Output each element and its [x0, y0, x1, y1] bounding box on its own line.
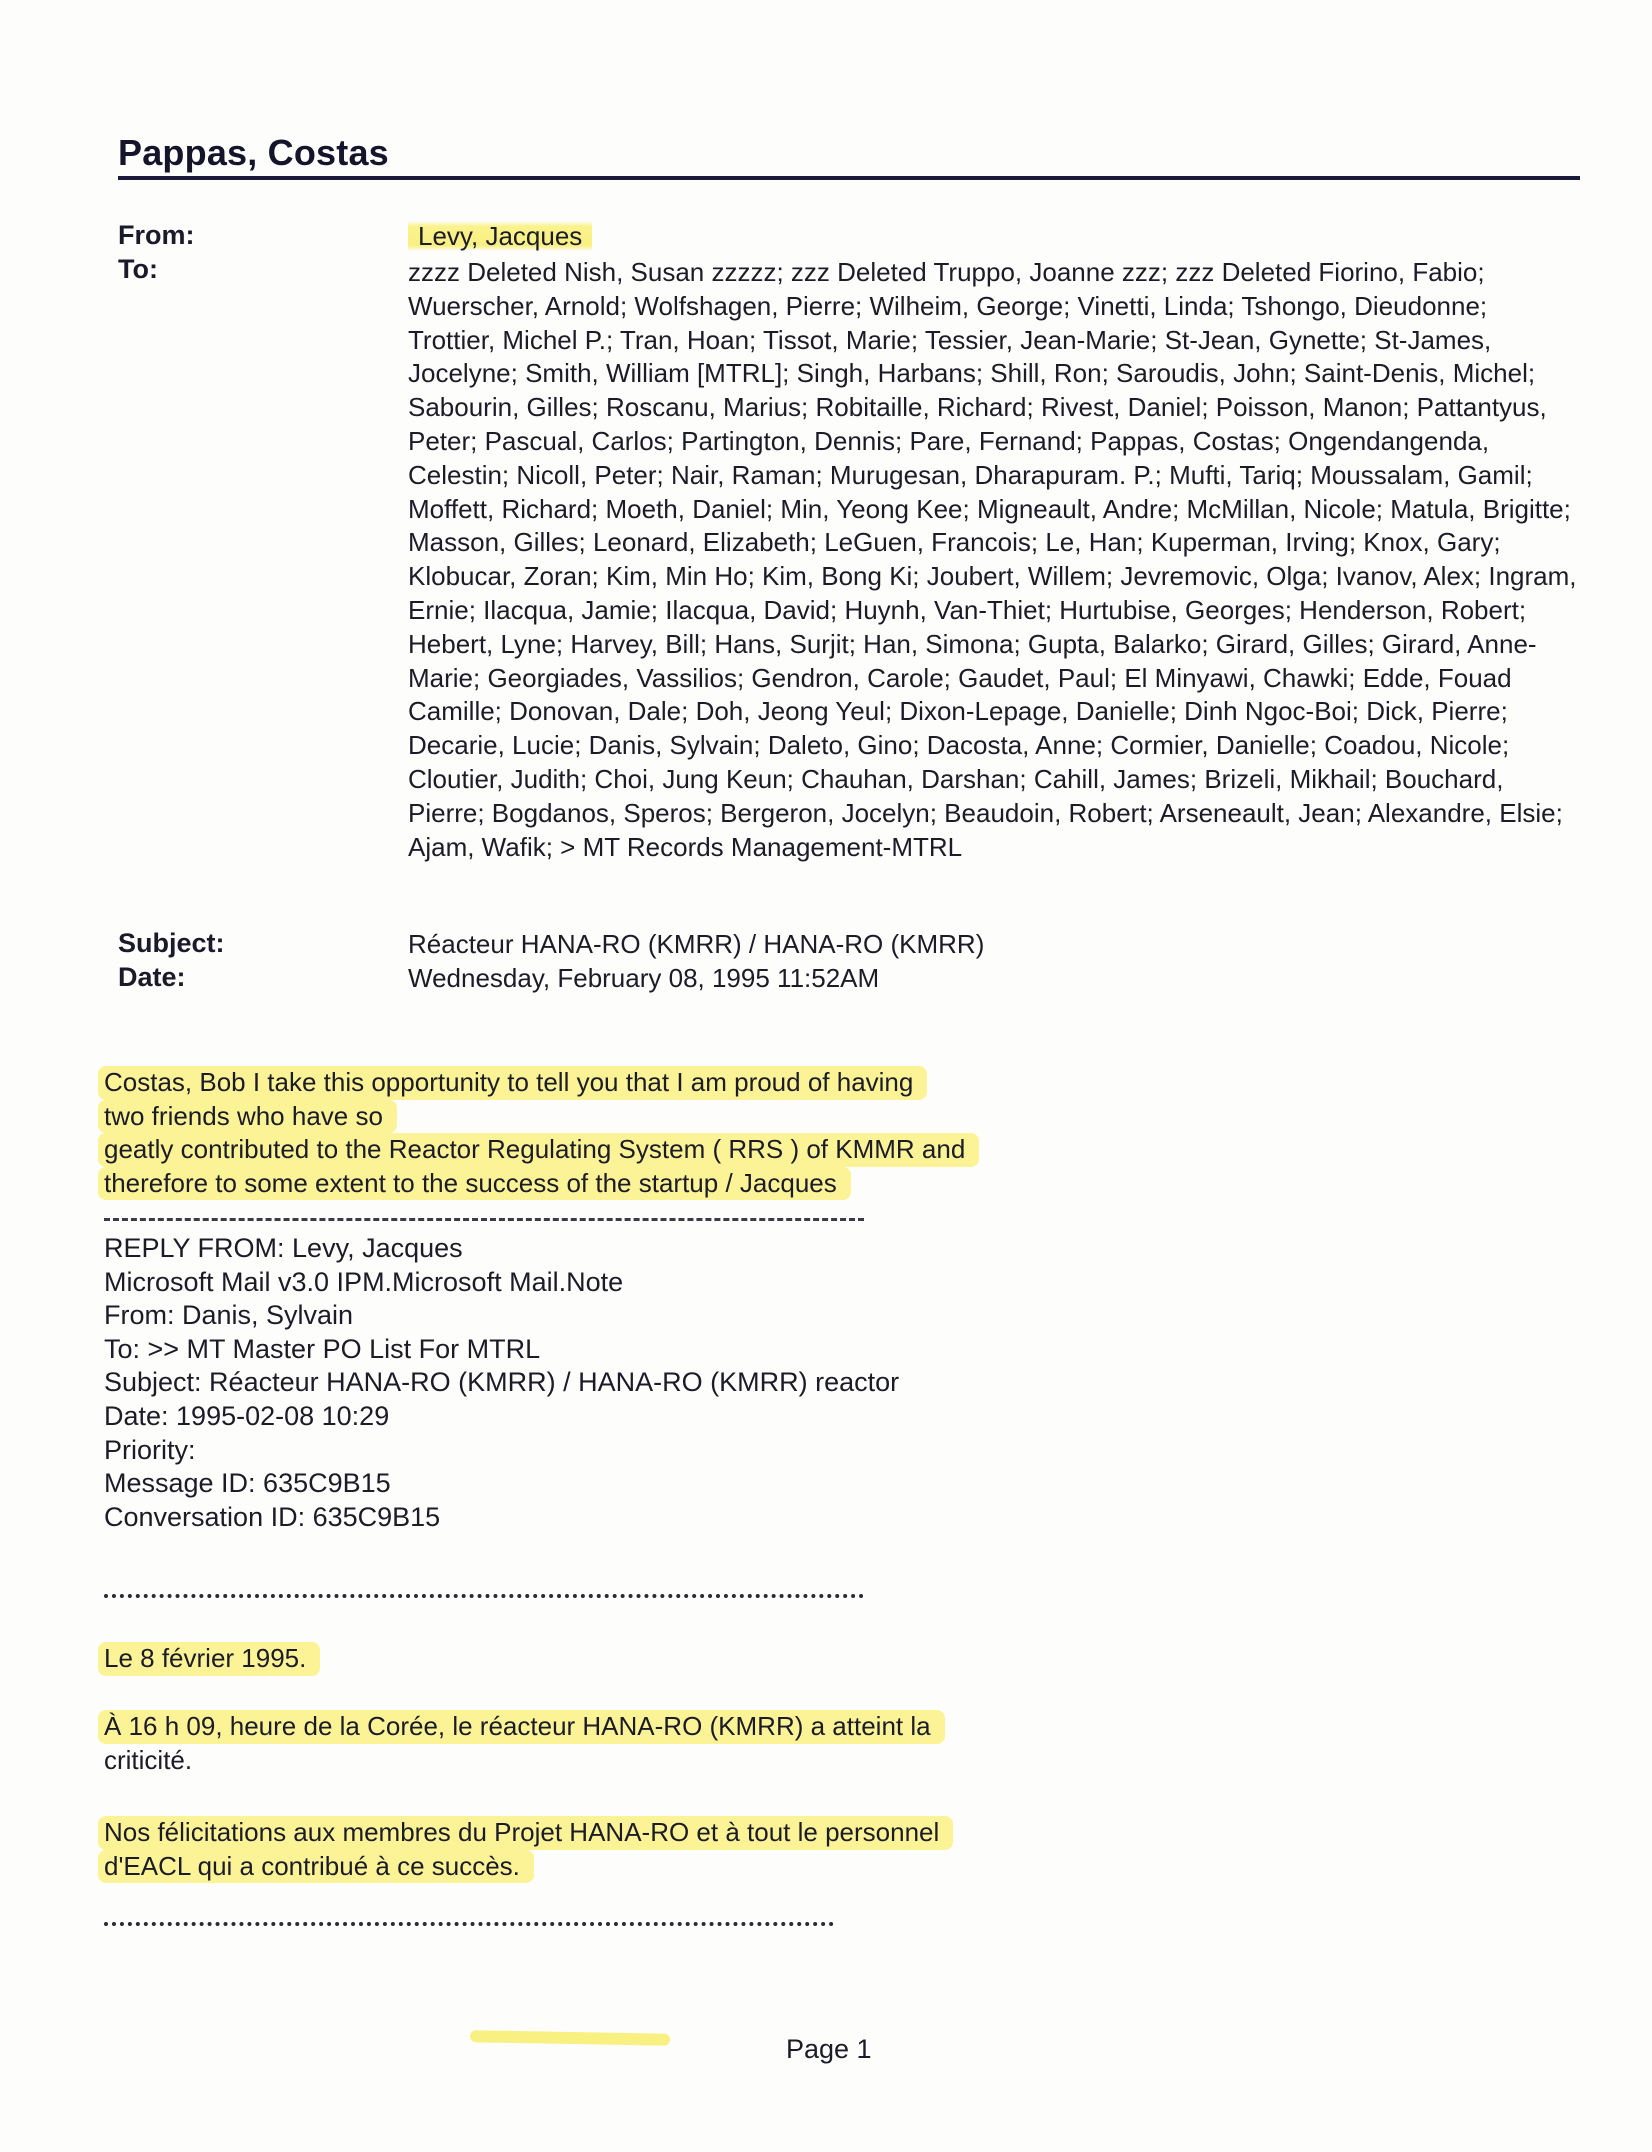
highlighter-mark — [470, 2030, 670, 2045]
message-id: Message ID: 635C9B15 — [104, 1468, 391, 1499]
title-rule — [118, 176, 1580, 180]
reply-from-sender: From: Danis, Sylvain — [104, 1300, 354, 1331]
from-value — [408, 220, 592, 254]
to-label: To: — [118, 254, 158, 284]
message-line: therefore to some extent to the success of the startup / Jacques — [98, 1167, 851, 1201]
reply-to: To: >> MT Master PO List For MTRL — [104, 1333, 541, 1364]
subject-label: Subject: — [118, 928, 225, 958]
message-line: Costas, Bob I take this opportunity to tell you that I am proud of having — [98, 1066, 927, 1100]
date-value: Wednesday, February 08, 1995 11:52AM — [408, 963, 880, 993]
announcement-line: d'EACL qui a contribué à ce succès. — [98, 1850, 534, 1884]
from-label: From: — [118, 220, 195, 250]
mail-client: Microsoft Mail v3.0 IPM.Microsoft Mail.Note — [104, 1266, 624, 1297]
reply-date: Date: 1995-02-08 10:29 — [104, 1400, 390, 1431]
from-value-text: Levy, Jacques — [408, 221, 592, 251]
document-title: Pappas, Costas — [118, 132, 389, 173]
announcement-line: criticité. — [104, 1744, 193, 1775]
subject-value: Réacteur HANA-RO (KMRR) / HANA-RO (KMRR) — [408, 929, 985, 959]
separator-dashed — [104, 1218, 864, 1221]
announcement-line: À 16 h 09, heure de la Corée, le réacteur HANA-RO (KMRR) a atteint la — [98, 1710, 945, 1744]
reply-priority: Priority: — [104, 1434, 196, 1465]
message-line: geatly contributed to the Reactor Regulating System ( RRS ) of KMMR and — [98, 1133, 979, 1167]
to-recipients: zzzz Deleted Nish, Susan zzzzz; zzz Deleted Truppo, Joanne zzz; zzz Deleted Fiorino, Fabio; Wuerscher, Arnold; Wolfshagen, Pierre; Wilheim, George; Vinetti, Linda; Tshongo, Dieudonne; Trottier, Michel P.; Tran, Hoan; Tissot, Marie; Tessier, Jean-Marie; St-Jean, Gynette; St-James, Jocelyne; Smith, William [MTRL]; Singh, Harbans; Shill, Ron; Saroudis, John; Saint-Denis, Michel; Sabourin, Gilles; Roscanu, Marius; Robitaille, Richard; Rivest, Daniel; Poisson, Manon; Pattantyus, Peter; Pascual, Carlos; Partington, Dennis; Pare, Fernand; Pappas, Costas; Ongendangenda, Celestin; Nicoll, Peter; Nair, Raman; Murugesan, Dharapuram. P.; Mufti, Tariq; Moussalam, Gamil; Moffett, Richard; Moeth, Daniel; Min, Yeong Kee; Migneault, Andre; McMillan, Nicole; Matula, Brigitte; Masson, Gilles; Leonard, Elizabeth; LeGuen, Francois; Le, Han; Kuperman, Irving; Knox, Gary; Klobucar, Zoran; Kim, Min Ho; Kim, Bong Ki; Joubert, Willem; Jevremovic, Olga; Ivanov, Alex; Ingram, Ernie; Ilacqua, Jamie; Ilacqua, David; Huynh, Van-Thiet; Hurtubise, Georges; Henderson, Robert; Hebert, Lyne; Harvey, Bill; Hans, Surjit; Han, Simona; Gupta, Balarko; Girard, Gilles; Girard, Anne-Marie; Georgiades, Vassilios; Gendron, Carole; Gaudet, Paul; El Minyawi, Chawki; Edde, Fouad Camille; Donovan, Dale; Doh, Jeong Yeul; Dixon-Lepage, Danielle; Dinh Ngoc-Boi; Dick, Pierre; Decarie, Lucie; Danis, Sylvain; Daleto, Gino; Dacosta, Anne; Cormier, Danielle; Coadou, Nicole; Cloutier, Judith; Choi, Jung Keun; Chauhan, Darshan; Cahill, James; Brizeli, Mikhail; Bouchard, Pierre; Bogdanos, Speros; Bergeron, Jocelyn; Beaudoin, Robert; Arseneault, Jean; Alexandre, Elsie; Ajam, Wafik; > MT Records Management-MTRL — [408, 257, 1577, 862]
announcement-paragraph-1 — [104, 1710, 1104, 1777]
reply-subject: Subject: Réacteur HANA-RO (KMRR) / HANA-RO (KMRR) reactor — [104, 1367, 900, 1398]
page-number: Page 1 — [786, 2034, 872, 2064]
message-body — [104, 1066, 1104, 1200]
dateline-text: Le 8 février 1995. — [98, 1642, 320, 1676]
separator-dotted-end — [104, 1922, 834, 1926]
message-line: two friends who have so — [98, 1100, 397, 1134]
conversation-id: Conversation ID: 635C9B15 — [104, 1501, 441, 1532]
separator-dotted — [104, 1594, 864, 1598]
announcement-dateline — [104, 1642, 1104, 1676]
reply-from: REPLY FROM: Levy, Jacques — [104, 1233, 463, 1263]
announcement-paragraph-2 — [104, 1816, 1104, 1883]
date-label: Date: — [118, 962, 186, 992]
reply-metadata — [104, 1232, 899, 1534]
announcement-line: Nos félicitations aux membres du Projet HANA-RO et à tout le personnel — [98, 1816, 953, 1850]
